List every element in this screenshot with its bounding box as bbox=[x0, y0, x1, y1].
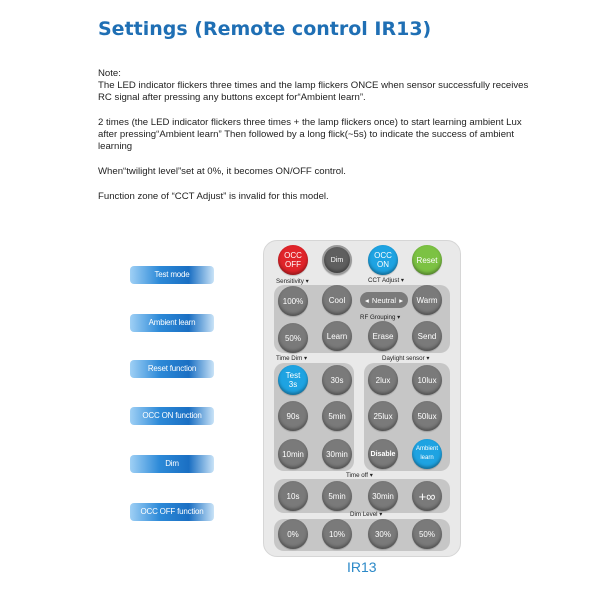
time-dim-label: Time Dim ▾ bbox=[276, 355, 308, 362]
neutral-label: Neutral bbox=[371, 295, 397, 305]
dim-button[interactable]: Dim bbox=[322, 245, 352, 275]
cct-neutral-slider[interactable] bbox=[360, 292, 408, 308]
daylight-25lux-button[interactable]: 25lux bbox=[368, 401, 398, 431]
label-reset-function: Reset function bbox=[130, 360, 214, 378]
cct-adjust-label: CCT Adjust ▾ bbox=[368, 277, 405, 284]
ambient-learn-button[interactable]: Ambient learn bbox=[412, 439, 442, 469]
daylight-2lux-button[interactable]: 2lux bbox=[368, 365, 398, 395]
time-off-infinite-button[interactable]: +∞ bbox=[412, 481, 442, 511]
time-off-label: Time off ▾ bbox=[346, 472, 373, 479]
label-occ-off-function: OCC OFF function bbox=[130, 503, 214, 521]
occ-off-button[interactable]: OCC OFF bbox=[278, 245, 308, 275]
page-title: Settings (Remote control IR13) bbox=[98, 18, 432, 40]
label-occ-on-function: OCC ON function bbox=[130, 407, 214, 425]
daylight-50lux-button[interactable]: 50lux bbox=[412, 401, 442, 431]
time-off-30min-button[interactable]: 30min bbox=[368, 481, 398, 511]
time-off-10s-button[interactable]: 10s bbox=[278, 481, 308, 511]
rf-erase-button[interactable]: Erase bbox=[368, 321, 398, 351]
note-1: The LED indicator flickers three times and the lamp flickers ONCE when sensor successfully receives RC signal after pressing any buttons except for“Ambient learn”. bbox=[98, 80, 529, 103]
occ-on-button[interactable]: OCC ON bbox=[368, 245, 398, 275]
note-4: Function zone of “CCT Adjust” is invalid for this model. bbox=[98, 191, 329, 202]
daylight-disable-button[interactable]: Disable bbox=[368, 439, 398, 469]
note-3: When“twilight level”set at 0%, it becomes ON/OFF control. bbox=[98, 166, 346, 177]
sensitivity-100-button[interactable]: 100% bbox=[278, 286, 308, 316]
chevron-right-icon: ▸ bbox=[399, 295, 403, 305]
test-3s-button[interactable]: Test 3s bbox=[278, 365, 308, 395]
cct-cool-button[interactable]: Cool bbox=[322, 285, 352, 315]
time-dim-10min-button[interactable]: 10min bbox=[278, 439, 308, 469]
cct-warm-button[interactable]: Warm bbox=[412, 285, 442, 315]
dim-level-30-button[interactable]: 30% bbox=[368, 519, 398, 549]
dim-level-10-button[interactable]: 10% bbox=[322, 519, 352, 549]
remote-control bbox=[263, 240, 461, 557]
rf-learn-button[interactable]: Learn bbox=[322, 321, 352, 351]
dim-level-label: Dim Level ▾ bbox=[350, 511, 383, 518]
daylight-10lux-button[interactable]: 10lux bbox=[412, 365, 442, 395]
label-dim: Dim bbox=[130, 455, 214, 473]
dim-level-50-button[interactable]: 50% bbox=[412, 519, 442, 549]
notes bbox=[98, 68, 538, 216]
rf-send-button[interactable]: Send bbox=[412, 321, 442, 351]
reset-button[interactable]: Reset bbox=[412, 245, 442, 275]
chevron-left-icon: ◂ bbox=[365, 295, 369, 305]
sensitivity-50-button[interactable]: 50% bbox=[278, 323, 308, 353]
model-label: IR13 bbox=[347, 559, 377, 575]
dim-level-0-button[interactable]: 0% bbox=[278, 519, 308, 549]
note-heading: Note: bbox=[98, 68, 121, 79]
time-dim-30s-button[interactable]: 30s bbox=[322, 365, 352, 395]
time-dim-5min-button[interactable]: 5min bbox=[322, 401, 352, 431]
time-off-5min-button[interactable]: 5min bbox=[322, 481, 352, 511]
daylight-sensor-label: Daylight sensor ▾ bbox=[382, 355, 430, 362]
sensitivity-label: Sensitivity ▾ bbox=[276, 278, 309, 285]
time-dim-90s-button[interactable]: 90s bbox=[278, 401, 308, 431]
label-ambient-learn: Ambient learn bbox=[130, 314, 214, 332]
label-test-mode: Test mode bbox=[130, 266, 214, 284]
time-dim-30min-button[interactable]: 30min bbox=[322, 439, 352, 469]
note-2: 2 times (the LED indicator flickers three times + the lamp flickers once) to start learning ambient Lux after pressing“Ambient learn” Then followed by a long flick(~5s) to indicate the success of ambient learning bbox=[98, 117, 522, 152]
rf-grouping-label: RF Grouping ▾ bbox=[360, 314, 401, 321]
